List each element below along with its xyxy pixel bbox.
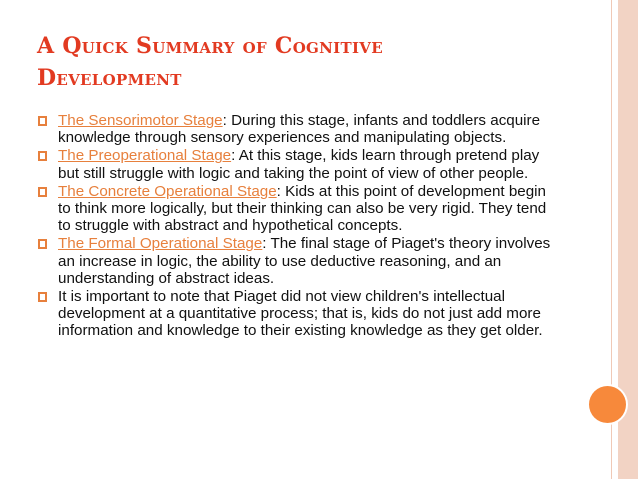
fancy-square-bullet-icon — [37, 115, 47, 127]
slide-title — [37, 30, 557, 94]
bullet-item-sensorimotor — [37, 112, 557, 146]
bullet-item-formal-operational — [37, 235, 557, 287]
link-concrete-operational-stage[interactable]: The Concrete Operational Stage — [58, 182, 277, 200]
bullet-text: : At this stage, kids learn through pretend play but still struggle with logic and taking the point of view of other people. — [58, 147, 540, 182]
fancy-square-bullet-icon — [37, 186, 47, 198]
slide-title-line-1: A Quick Summary of Cognitive — [37, 33, 383, 59]
bullet-text: It is important to note that Piaget did not view children's intellectual development at a quantitative process; that is, kids do not just add more information and knowledge to their existing knowledge as they get older. — [58, 288, 543, 340]
orange-circle-icon — [589, 386, 626, 423]
fancy-square-bullet-icon — [37, 150, 47, 162]
bullet-text: : During this stage, infants and toddlers acquire knowledge through sensory experiences and manipulating objects. — [58, 112, 541, 147]
link-preoperational-stage[interactable]: The Preoperational Stage — [58, 147, 232, 165]
bullet-item-preoperational — [37, 147, 557, 181]
bullet-list — [37, 112, 557, 341]
link-formal-operational-stage[interactable]: The Formal Operational Stage — [58, 235, 263, 253]
bullet-item-note — [37, 288, 557, 340]
fancy-square-bullet-icon — [37, 291, 47, 303]
fancy-square-bullet-icon — [37, 238, 47, 250]
bullet-text: : The final stage of Piaget's theory involves an increase in logic, the ability to use deductive reasoning, and an understanding of abstract ideas. — [58, 235, 551, 287]
slide-title-line-2: Development — [37, 65, 182, 91]
link-sensorimotor-stage[interactable]: The Sensorimotor Stage — [58, 112, 223, 129]
bullet-item-concrete-operational — [37, 183, 557, 235]
bullet-text: : Kids at this point of development begin to think more logically, but their thinking can also be very rigid. They tend to struggle with abstract and hypothetical concepts. — [58, 182, 547, 235]
